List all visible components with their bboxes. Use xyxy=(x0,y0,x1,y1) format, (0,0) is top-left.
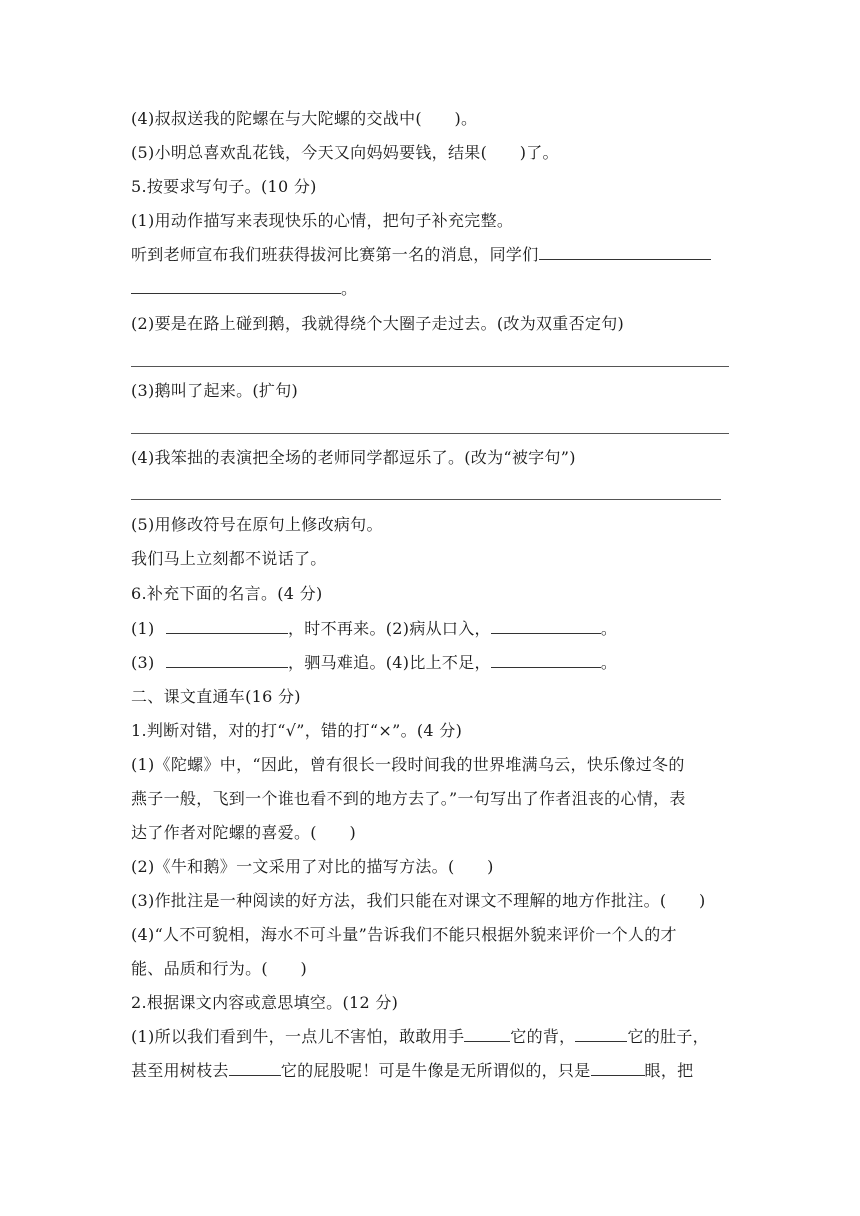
answer-blank[interactable] xyxy=(491,619,601,634)
prompt-text: 听到老师宣布我们班获得拔河比赛第一名的消息，同学们 xyxy=(131,245,539,264)
item-number: (1) xyxy=(131,619,155,638)
question-line: (5)小明总喜欢乱花钱，今天又向妈妈要钱，结果( )了。 xyxy=(131,143,559,162)
question-line: (1)《陀螺》中，“因此，曾有很长一段时间我的世界堆满乌云，快乐像过冬的 xyxy=(131,755,685,774)
prompt-text: 它的肚子， xyxy=(627,1027,709,1046)
question-line xyxy=(131,618,617,640)
question-line: (2)要是在路上碰到鹅，我就得绕个大圈子走过去。(改为双重否定句) xyxy=(131,314,625,333)
prompt-text: ，驷马难追。(4)比上不足， xyxy=(287,653,491,672)
section-heading: 5.按要求写句子。(10 分) xyxy=(131,177,317,196)
question-line: 我们马上立刻都不说话了。 xyxy=(131,549,327,568)
section-heading: 6.补充下面的名言。(4 分) xyxy=(131,584,323,603)
question-line: (3)作批注是一种阅读的好方法，我们只能在对课文不理解的地方作批注。( ) xyxy=(131,891,706,910)
question-line xyxy=(131,244,711,266)
answer-blank[interactable] xyxy=(464,1027,510,1042)
section-heading: 2.根据课文内容或意思填空。(12 分) xyxy=(131,993,399,1012)
answer-blank[interactable] xyxy=(491,653,601,668)
question-line: (4)我笨拙的表演把全场的老师同学都逗乐了。(改为“被字句”) xyxy=(131,448,576,467)
answer-blank[interactable] xyxy=(131,279,341,294)
line-end-text: 。 xyxy=(341,279,358,298)
question-line: (2)《牛和鹅》一文采用了对比的描写方法。( ) xyxy=(131,857,494,876)
question-line: 燕子一般，飞到一个谁也看不到的地方去了。”一句写出了作者沮丧的心情，表 xyxy=(131,789,686,808)
question-line xyxy=(131,652,617,674)
line-end-text: 。 xyxy=(600,619,618,638)
prompt-text: (1)所以我们看到牛，一点儿不害怕，敢敢用手 xyxy=(131,1027,465,1046)
answer-blank[interactable] xyxy=(166,653,288,668)
question-line: (5)用修改符号在原句上修改病句。 xyxy=(131,515,383,534)
prompt-text: 甚至用树枝去 xyxy=(131,1061,229,1080)
answer-blank[interactable] xyxy=(575,1027,627,1042)
question-line: (4)叔叔送我的陀螺在与大陀螺的交战中( )。 xyxy=(131,109,478,128)
question-line: 能、品质和行为。( ) xyxy=(131,959,308,978)
line-end-text: 。 xyxy=(600,653,618,672)
section-heading: 1.判断对错，对的打“√”，错的打“×”。(4 分) xyxy=(131,721,463,740)
prompt-text: 它的屁股呢！可是牛像是无所谓似的，只是 xyxy=(280,1061,591,1080)
section-heading: 二、课文直通车(16 分) xyxy=(131,687,301,706)
question-line: (1)用动作描写来表现快乐的心情，把句子补充完整。 xyxy=(131,211,514,230)
answer-line[interactable] xyxy=(131,433,729,434)
prompt-text: 眼，把 xyxy=(644,1061,694,1080)
question-line: (3)鹅叫了起来。(扩句) xyxy=(131,381,299,400)
question-line xyxy=(131,278,357,300)
prompt-text: ，时不再来。(2)病从口入， xyxy=(287,619,491,638)
question-line xyxy=(131,1026,709,1048)
answer-line[interactable] xyxy=(131,499,721,500)
answer-line[interactable] xyxy=(131,366,729,367)
answer-blank[interactable] xyxy=(166,619,288,634)
answer-blank[interactable] xyxy=(229,1061,281,1076)
question-line: 达了作者对陀螺的喜爱。( ) xyxy=(131,823,356,842)
prompt-text: 它的背， xyxy=(510,1027,576,1046)
question-line xyxy=(131,1060,693,1082)
question-line: (4)“人不可貌相，海水不可斗量”告诉我们不能只根据外貌来评价一个人的才 xyxy=(131,925,677,944)
answer-blank[interactable] xyxy=(591,1061,645,1076)
item-number: (3) xyxy=(131,653,155,672)
answer-blank[interactable] xyxy=(539,245,711,260)
